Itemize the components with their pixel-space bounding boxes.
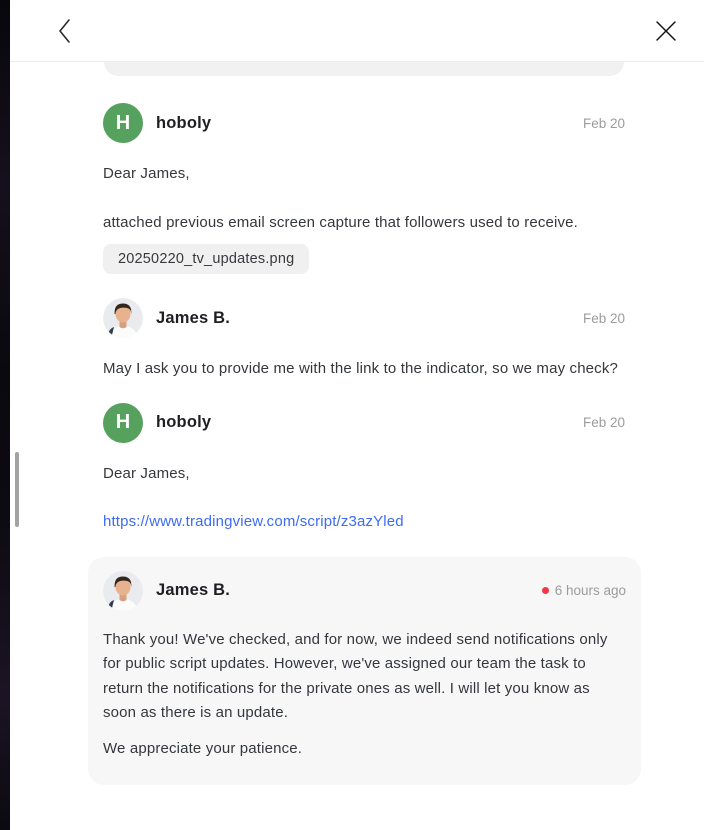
message-timestamp: Feb 20 <box>582 115 625 131</box>
scrollbar-thumb[interactable] <box>15 452 19 527</box>
clipped-message-bubble <box>104 62 624 76</box>
close-button[interactable] <box>649 14 683 48</box>
message-text: Dear James, <box>103 464 190 482</box>
latest-message-card <box>88 557 641 786</box>
chat-header <box>10 0 704 62</box>
avatar-james-photo <box>103 571 143 611</box>
back-button[interactable] <box>48 14 82 48</box>
message-text: May I ask you to provide me with the link to the indicator, so we may check? <box>103 360 618 377</box>
message-timestamp: Feb 20 <box>582 310 625 326</box>
message-timestamp <box>542 583 626 598</box>
message-text: attached previous email screen capture that followers used to receive. <box>103 213 578 231</box>
message-text: Thank you! We've checked, and for now, we indeed send notifications only for public script updates. However, we've assigned our team the task to return the notifications for the private ones as well. I will let you know as soon as there is an update. <box>103 630 608 721</box>
message-text: Dear James, <box>103 165 190 182</box>
author-name: hoboly <box>156 113 212 132</box>
message-header <box>103 403 625 443</box>
message-timestamp: Feb 20 <box>582 415 625 430</box>
message-header <box>103 298 625 338</box>
chevron-left-icon <box>56 17 74 45</box>
unread-dot-icon <box>542 587 549 594</box>
script-link[interactable]: https://www.tradingview.com/script/z3azYled <box>103 513 404 530</box>
avatar-hoboly: H <box>103 103 143 143</box>
avatar-james-photo <box>103 298 143 338</box>
message-text: We appreciate your patience. <box>103 739 303 757</box>
message-header <box>103 571 626 611</box>
author-name: hoboly <box>156 413 212 431</box>
message-header <box>103 103 625 143</box>
close-icon <box>654 19 678 43</box>
attachment-chip[interactable]: 20250220_tv_updates.png <box>103 244 309 274</box>
author-name: James B. <box>156 308 231 327</box>
author-name: James B. <box>156 581 231 599</box>
message-thread <box>10 62 704 830</box>
chat-panel <box>10 0 704 830</box>
timestamp-label: 6 hours ago <box>554 583 626 598</box>
avatar-hoboly: H <box>103 403 143 443</box>
